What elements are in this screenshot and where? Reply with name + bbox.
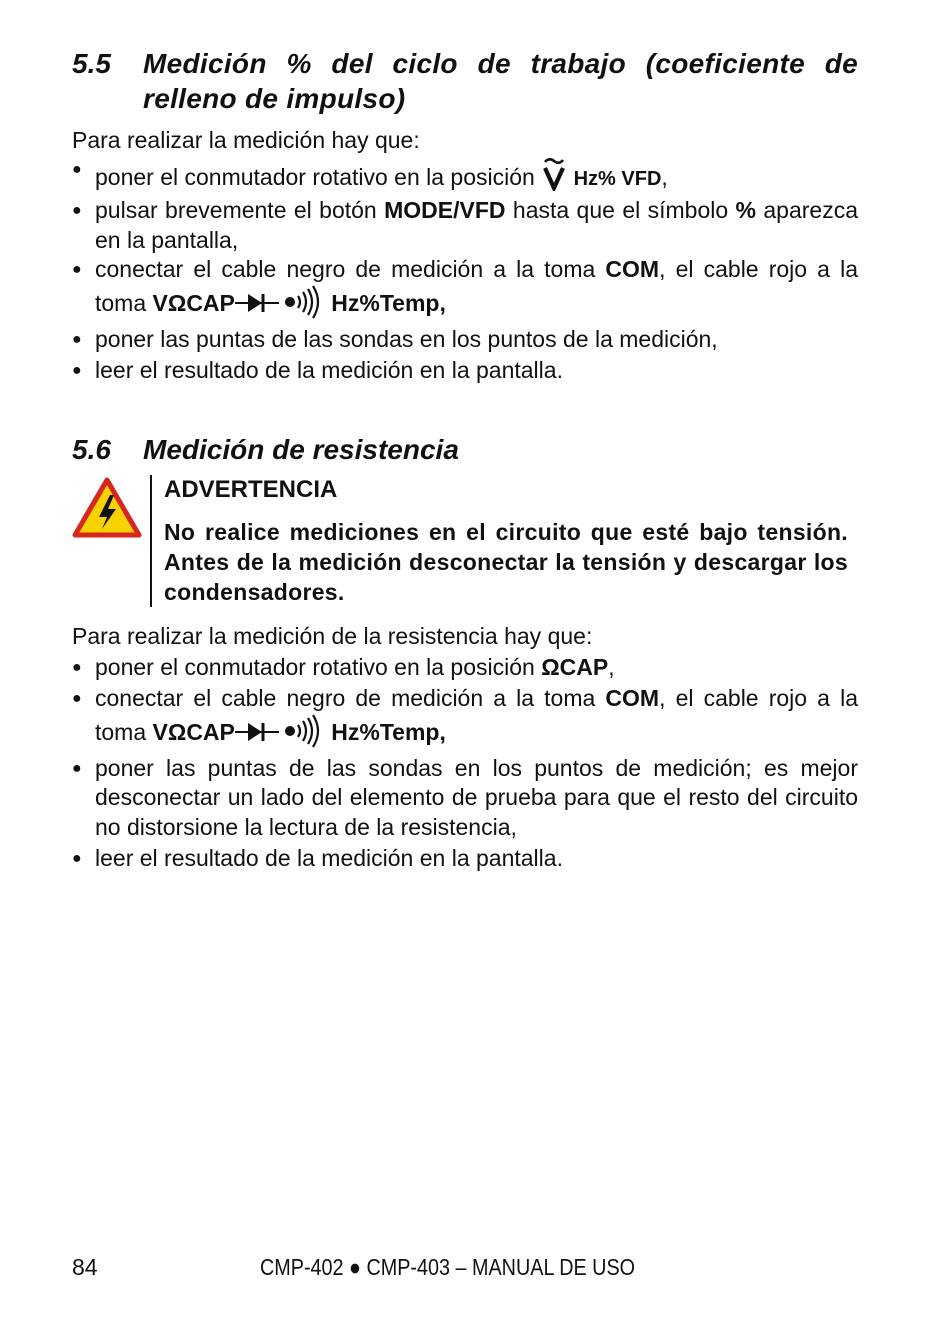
list-item: ● poner el conmutador rotativo en la posición Hz% VFD, [72,155,858,196]
list-item: ● conectar el cable negro de medición a la toma COM, el cable rojo a la toma VΩCAP Hz%Temp, [72,256,858,316]
bullet-icon: ● [72,759,82,777]
continuity-buzzer-icon [279,290,325,316]
v-tilde-icon [541,164,567,190]
bullet-icon: ● [72,161,82,178]
com-socket-label: COM [605,256,660,282]
switch-position-label: Hz% VFD [573,168,662,190]
page-number: 84 [72,1254,98,1280]
warning-content [150,475,848,607]
diode-icon [235,290,279,316]
warning-text: No realice mediciones en el circuito que esté bajo tensión. Antes de la medición desconectar la tensión y descargar los condensadores. [164,518,848,605]
com-socket-label: COM [605,685,660,711]
continuity-buzzer-icon [279,719,325,745]
list-item: ● poner las puntas de las sondas en los puntos de la medición, [72,319,858,355]
section-number: 5.6 [72,433,111,465]
section-5-6-steps [72,651,858,874]
bullet-icon: ● [72,850,82,867]
bullet-icon: ● [72,261,82,278]
list-item: ● poner las puntas de las sondas en los puntos de medición; es mejor desconectar un lado del elemento de prueba para que el resto del circuito no distorsione la lectura de la resistencia, [72,754,858,840]
mode-button-label: MODE/VFD [384,197,506,223]
diode-icon [235,719,279,745]
section-title: Medición % del ciclo de trabajo (coeficiente de relleno de impulso) [143,48,858,114]
section-title: Medición de resistencia [143,433,459,465]
high-voltage-warning-icon [72,475,150,607]
bullet-icon: ● [72,202,82,219]
section-5-5-intro: Para realizar la medición hay que: [72,127,420,153]
manual-page [72,46,858,874]
section-number: 5.5 [72,48,111,79]
bullet-icon: ● [72,362,82,379]
bullet-icon: ● [72,690,82,707]
switch-position-label: ΩCAP [541,653,609,680]
percent-symbol: % [735,197,756,223]
warning-title: ADVERTENCIA [164,475,338,503]
bullet-icon: ● [72,658,82,676]
input-socket-label: VΩCAP Hz%Temp, [153,290,446,316]
list-item: ● poner el conmutador rotativo en la posición ΩCAP, [72,651,858,683]
list-item: ● leer el resultado de la medición en la pantalla. [72,354,858,386]
section-5-6-heading [72,432,858,467]
list-item: ● conectar el cable negro de medición a la toma COM, el cable rojo a la toma VΩCAP Hz%Temp, [72,685,858,745]
input-socket-label: VΩCAP Hz%Temp, [153,719,446,745]
bullet-icon: ● [72,330,82,348]
list-item: ● leer el resultado de la medición en la pantalla. [72,842,858,874]
manual-title: CMP-402 ● CMP-403 – MANUAL DE USO [260,1254,636,1280]
page-footer [72,1252,858,1282]
list-item: ● pulsar brevemente el botón MODE/VFD hasta que el símbolo % aparezca en la pantalla, [72,197,859,253]
section-5-6-intro: Para realizar la medición de la resistencia hay que: [72,622,593,649]
section-5-5-steps [72,155,858,386]
section-5-5-heading [72,46,858,116]
warning-box [72,475,858,607]
